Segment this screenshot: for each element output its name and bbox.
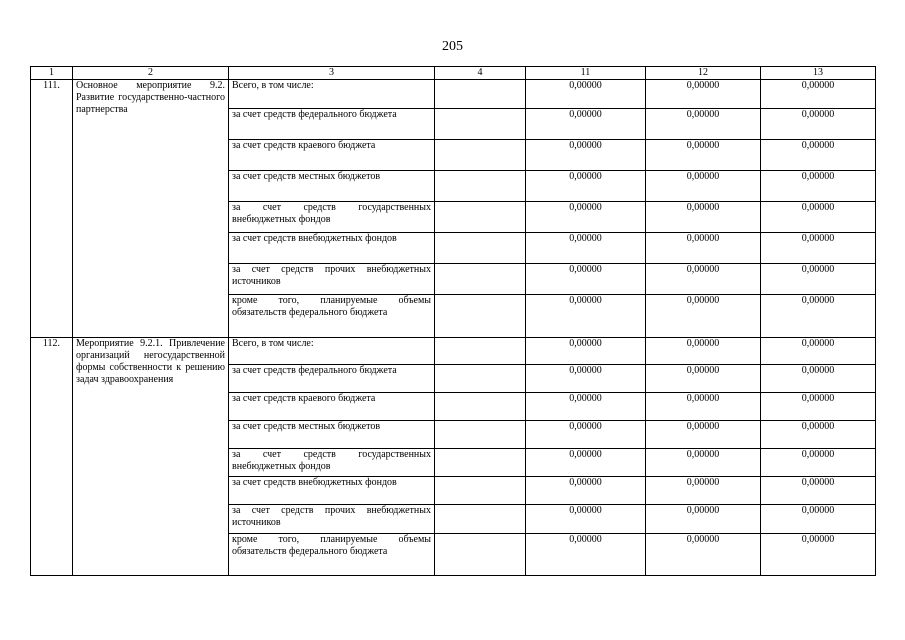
value-col-12: 0,00000 [646, 421, 761, 449]
value-col-13: 0,00000 [761, 140, 876, 171]
event-name: Основное мероприятие 9.2. Развитие государственно-частного партнерства [73, 80, 229, 338]
value-col-4 [435, 365, 526, 393]
value-col-13: 0,00000 [761, 477, 876, 505]
value-col-13: 0,00000 [761, 202, 876, 233]
value-col-13: 0,00000 [761, 338, 876, 365]
funding-source: кроме того, планируемые объемы обязательств федерального бюджета [229, 295, 435, 338]
value-col-4 [435, 80, 526, 109]
column-header-11: 11 [526, 67, 646, 80]
funding-source: Всего, в том числе: [229, 80, 435, 109]
value-col-4 [435, 202, 526, 233]
value-col-11: 0,00000 [526, 505, 646, 534]
value-col-11: 0,00000 [526, 338, 646, 365]
value-col-4 [435, 295, 526, 338]
column-header-12: 12 [646, 67, 761, 80]
value-col-11: 0,00000 [526, 233, 646, 264]
column-header-2: 2 [73, 67, 229, 80]
value-col-13: 0,00000 [761, 80, 876, 109]
funding-source: за счет средств местных бюджетов [229, 171, 435, 202]
value-col-12: 0,00000 [646, 202, 761, 233]
column-header-1: 1 [31, 67, 73, 80]
value-col-11: 0,00000 [526, 393, 646, 421]
value-col-11: 0,00000 [526, 171, 646, 202]
value-col-11: 0,00000 [526, 534, 646, 576]
value-col-4 [435, 421, 526, 449]
value-col-11: 0,00000 [526, 295, 646, 338]
value-col-12: 0,00000 [646, 477, 761, 505]
value-col-13: 0,00000 [761, 233, 876, 264]
budget-table-body [31, 67, 876, 576]
value-col-13: 0,00000 [761, 393, 876, 421]
table-header-row [31, 67, 876, 80]
funding-source: за счет средств местных бюджетов [229, 421, 435, 449]
value-col-4 [435, 338, 526, 365]
funding-source: за счет средств государственных внебюджетных фондов [229, 202, 435, 233]
budget-table [30, 66, 876, 576]
value-col-12: 0,00000 [646, 80, 761, 109]
value-col-13: 0,00000 [761, 109, 876, 140]
column-header-13: 13 [761, 67, 876, 80]
value-col-13: 0,00000 [761, 421, 876, 449]
funding-source: за счет средств федерального бюджета [229, 109, 435, 140]
value-col-12: 0,00000 [646, 393, 761, 421]
page-number: 205 [442, 39, 463, 54]
value-col-12: 0,00000 [646, 505, 761, 534]
value-col-4 [435, 477, 526, 505]
funding-source: за счет средств государственных внебюджетных фондов [229, 449, 435, 477]
value-col-12: 0,00000 [646, 109, 761, 140]
value-col-4 [435, 264, 526, 295]
value-col-13: 0,00000 [761, 449, 876, 477]
funding-source: за счет средств внебюджетных фондов [229, 233, 435, 264]
value-col-4 [435, 505, 526, 534]
value-col-4 [435, 109, 526, 140]
value-col-11: 0,00000 [526, 202, 646, 233]
value-col-4 [435, 534, 526, 576]
value-col-4 [435, 233, 526, 264]
row-number: 111. [31, 80, 73, 338]
value-col-12: 0,00000 [646, 449, 761, 477]
table-row [31, 338, 876, 365]
column-header-3: 3 [229, 67, 435, 80]
row-number: 112. [31, 338, 73, 576]
value-col-12: 0,00000 [646, 295, 761, 338]
value-col-12: 0,00000 [646, 365, 761, 393]
value-col-13: 0,00000 [761, 505, 876, 534]
value-col-13: 0,00000 [761, 534, 876, 576]
value-col-4 [435, 171, 526, 202]
value-col-4 [435, 140, 526, 171]
value-col-12: 0,00000 [646, 233, 761, 264]
funding-source: кроме того, планируемые объемы обязательств федерального бюджета [229, 534, 435, 576]
value-col-11: 0,00000 [526, 80, 646, 109]
value-col-12: 0,00000 [646, 338, 761, 365]
value-col-12: 0,00000 [646, 264, 761, 295]
value-col-13: 0,00000 [761, 264, 876, 295]
value-col-12: 0,00000 [646, 171, 761, 202]
funding-source: за счет средств внебюджетных фондов [229, 477, 435, 505]
value-col-12: 0,00000 [646, 140, 761, 171]
value-col-11: 0,00000 [526, 421, 646, 449]
value-col-11: 0,00000 [526, 365, 646, 393]
value-col-11: 0,00000 [526, 477, 646, 505]
value-col-13: 0,00000 [761, 171, 876, 202]
value-col-11: 0,00000 [526, 109, 646, 140]
funding-source: за счет средств краевого бюджета [229, 140, 435, 171]
funding-source: за счет средств краевого бюджета [229, 393, 435, 421]
table-row [31, 80, 876, 109]
value-col-13: 0,00000 [761, 295, 876, 338]
value-col-12: 0,00000 [646, 534, 761, 576]
value-col-11: 0,00000 [526, 449, 646, 477]
value-col-11: 0,00000 [526, 140, 646, 171]
funding-source: за счет средств прочих внебюджетных источников [229, 505, 435, 534]
funding-source: за счет средств федерального бюджета [229, 365, 435, 393]
value-col-4 [435, 393, 526, 421]
funding-source: Всего, в том числе: [229, 338, 435, 365]
column-header-4: 4 [435, 67, 526, 80]
value-col-4 [435, 449, 526, 477]
funding-source: за счет средств прочих внебюджетных источников [229, 264, 435, 295]
event-name: Мероприятие 9.2.1. Привлечение организаций негосударственной формы собственности к решению задач здравоохранения [73, 338, 229, 576]
value-col-13: 0,00000 [761, 365, 876, 393]
value-col-11: 0,00000 [526, 264, 646, 295]
